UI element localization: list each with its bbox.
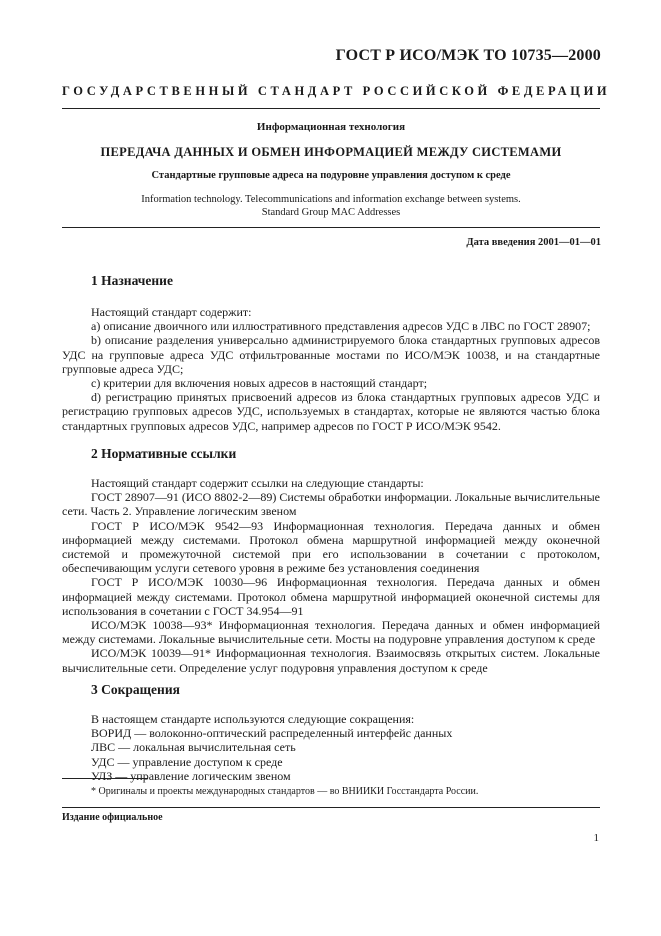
paragraph: Настоящий стандарт содержит: xyxy=(91,305,252,319)
section-heading: 1 Назначение xyxy=(91,273,173,288)
english-title-line: Standard Group MAC Addresses xyxy=(261,206,401,218)
title-divider xyxy=(62,227,600,228)
edition-label: Издание официальное xyxy=(62,812,163,823)
paragraph: ГОСТ Р ИСО/МЭК 10030—96 Информационная технология. Передача данных и обмен информацией между системами. Протокол обмена маршрутной информацией оконечной системы для использования в сочетании с ГОСТ 34.954—91 xyxy=(62,575,600,618)
footer-divider xyxy=(62,807,600,808)
paragraph: ГОСТ Р ИСО/МЭК 9542—93 Информационная технология. Передача данных и обмен информацией между системами. Протокол обмена маршрутной информацией между оконечной системой и промежуточной системой при его использовании в сочетании с протоколом, обеспечивающим услуги сетевого уровня в режиме без установления соединения xyxy=(62,518,600,576)
english-title xyxy=(62,194,600,219)
section-body xyxy=(62,305,600,433)
state-standard-title: ГОСУДАРСТВЕННЫЙ СТАНДАРТ РОССИЙСКОЙ ФЕДЕРАЦИИ xyxy=(62,84,611,98)
subtitle: Стандартные групповые адреса на подуровне управления доступом к среде xyxy=(151,170,511,181)
paragraph: c) критерии для включения новых адресов в настоящий стандарт; xyxy=(91,376,428,391)
footnote: * Оригиналы и проекты международных стандартов — во ВНИИКИ Госстандарта России. xyxy=(91,786,479,797)
paragraph: b) описание разделения универсально администрируемого блока стандартных групповых адресов УДС на групповые адреса УДС отфильтрованные мостами по ИСО/МЭК 10038, и на стандартные групповые адреса УДС; xyxy=(62,333,600,376)
footnote-divider xyxy=(62,778,148,779)
subject-title: Информационная технология xyxy=(256,121,406,133)
paragraph: а) описание двоичного или иллюстративного представления адресов УДС в ЛВС по ГОСТ 28907; xyxy=(91,319,591,334)
main-title: ПЕРЕДАЧА ДАННЫХ И ОБМЕН ИНФОРМАЦИЕЙ МЕЖДУ СИСТЕМАМИ xyxy=(100,145,562,159)
section-heading: 2 Нормативные ссылки xyxy=(91,446,237,461)
paragraph: d) регистрацию принятых присвоений адресов из блока стандартных групповых адресов УДС и регистрацию групповых адресов УДС, используемых в стандартах, которые не являются частью блока стандартных групповых адресов УДС, например адресов по ГОСТ Р ИСО/МЭК 9542. xyxy=(62,390,600,433)
paragraph: В настоящем стандарте используются следующие сокращения: xyxy=(91,712,415,726)
page-number: 1 xyxy=(593,832,599,844)
paragraph: ВОРИД — волоконно-оптический распределенный интерфейс данных xyxy=(91,726,453,741)
paragraph: ИСО/МЭК 10039—91* Информационная технология. Взаимосвязь открытых систем. Локальные вычислительные сети. Определение услуг подуровня управления доступом к среде xyxy=(62,646,600,675)
paragraph: Настоящий стандарт содержит ссылки на следующие стандарты: xyxy=(91,476,424,490)
document-code: ГОСТ Р ИСО/МЭК ТО 10735—2000 xyxy=(335,47,601,64)
section-body xyxy=(62,476,600,675)
section-heading: 3 Сокращения xyxy=(91,682,180,697)
paragraph: ИСО/МЭК 10038—93* Информационная технология. Передача данных и обмен информацией между системами. Локальные вычислительные сети. Мосты на подуровне управления доступом к среде xyxy=(62,618,600,647)
paragraph: УДС — управление доступом к среде xyxy=(91,754,283,769)
paragraph: ГОСТ 28907—91 (ИСО 8802-2—89) Системы обработки информации. Локальные вычислительные сети. Часть 2. Управление логическим звеном xyxy=(62,490,600,519)
section-body xyxy=(62,712,600,783)
paragraph: ЛВС — локальная вычислительная сеть xyxy=(91,740,296,755)
introduction-date: Дата введения 2001—01—01 xyxy=(466,237,601,248)
header-divider xyxy=(62,108,600,109)
english-title-line: Information technology. Telecommunications and information exchange between systems. xyxy=(141,194,521,205)
paragraph: УЛЗ — управление логическим звеном xyxy=(91,768,291,783)
